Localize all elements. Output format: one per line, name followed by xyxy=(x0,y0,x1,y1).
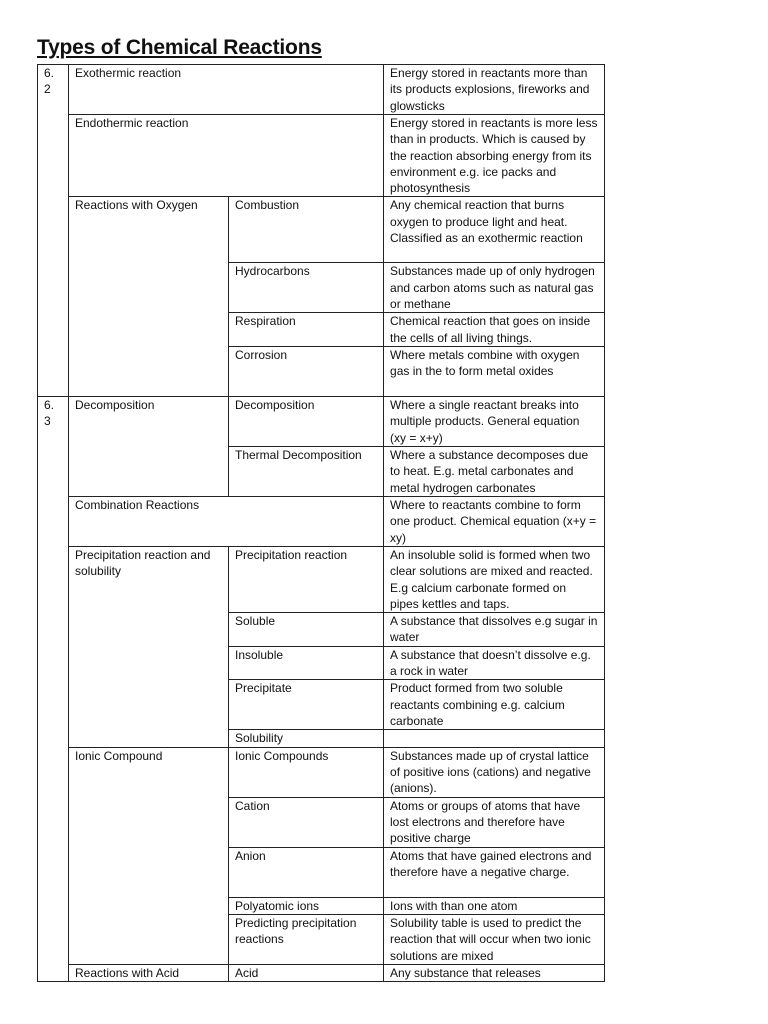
reaction-category: Reactions with Oxygen xyxy=(69,197,229,397)
reaction-category: Decomposition xyxy=(69,397,229,497)
table-row xyxy=(38,397,605,447)
reaction-description: Any chemical reaction that burns oxygen to produce light and heat. Classified as an exothermic reaction xyxy=(384,197,605,263)
reaction-term: Cation xyxy=(229,797,384,847)
reaction-description: A substance that doesn’t dissolve e.g. a rock in water xyxy=(384,646,605,680)
reaction-term: Combustion xyxy=(229,197,384,263)
reaction-term: Decomposition xyxy=(229,397,384,447)
reactions-table xyxy=(37,64,605,982)
reaction-description: Any substance that releases xyxy=(384,964,605,981)
reaction-description: Energy stored in reactants more than its products explosions, fireworks and glowsticks xyxy=(384,65,605,115)
table-row xyxy=(38,197,605,263)
reaction-term: Thermal Decomposition xyxy=(229,446,384,496)
table-row xyxy=(38,747,605,797)
reaction-type: Exothermic reaction xyxy=(69,65,384,115)
reaction-description: Product formed from two soluble reactants combining e.g. calcium carbonate xyxy=(384,680,605,730)
reaction-term: Insoluble xyxy=(229,646,384,680)
reaction-description: Energy stored in reactants is more less than in products. Which is caused by the reaction absorbing energy from its environment e.g. ice packs and photosynthesis xyxy=(384,115,605,197)
table-row xyxy=(38,496,605,546)
reaction-description: A substance that dissolves e.g sugar in water xyxy=(384,613,605,647)
reaction-description: Ions with than one atom xyxy=(384,897,605,914)
reaction-term: Solubility xyxy=(229,730,384,747)
reaction-description: Atoms or groups of atoms that have lost electrons and therefore have positive charge xyxy=(384,797,605,847)
reaction-term: Precipitate xyxy=(229,680,384,730)
reaction-term: Soluble xyxy=(229,613,384,647)
reaction-description: Atoms that have gained electrons and therefore have a negative charge. xyxy=(384,847,605,897)
reaction-term: Polyatomic ions xyxy=(229,897,384,914)
reaction-description: Where a single reactant breaks into multiple products. General equation (xy = x+y) xyxy=(384,397,605,447)
reaction-description: An insoluble solid is formed when two clear solutions are mixed and reacted. E.g calcium carbonate formed on pipes kettles and taps. xyxy=(384,546,605,612)
reaction-description xyxy=(384,730,605,747)
reaction-term: Ionic Compounds xyxy=(229,747,384,797)
table-row xyxy=(38,964,605,981)
reaction-description: Where to reactants combine to form one product. Chemical equation (x+y = xy) xyxy=(384,496,605,546)
reaction-type: Endothermic reaction xyxy=(69,115,384,197)
page-title: Types of Chemical Reactions xyxy=(37,36,322,59)
table-row xyxy=(38,65,605,115)
section-number: 6. 3 xyxy=(38,397,69,982)
reaction-category: Reactions with Acid xyxy=(69,964,229,981)
reaction-type: Combination Reactions xyxy=(69,496,384,546)
table-row xyxy=(38,546,605,612)
reaction-description: Substances made up of crystal lattice of positive ions (cations) and negative (anions). xyxy=(384,747,605,797)
reaction-term: Predicting precipitation reactions xyxy=(229,914,384,964)
reaction-term: Anion xyxy=(229,847,384,897)
reaction-term: Respiration xyxy=(229,313,384,347)
reaction-term: Hydrocarbons xyxy=(229,263,384,313)
reaction-category: Ionic Compound xyxy=(69,747,229,964)
reaction-description: Solubility table is used to predict the reaction that will occur when two ionic solutions are mixed xyxy=(384,914,605,964)
reaction-term: Corrosion xyxy=(229,347,384,397)
reaction-category: Precipitation reaction and solubility xyxy=(69,546,229,747)
reaction-term: Precipitation reaction xyxy=(229,546,384,612)
reaction-description: Chemical reaction that goes on inside the cells of all living things. xyxy=(384,313,605,347)
reaction-description: Substances made up of only hydrogen and carbon atoms such as natural gas or methane xyxy=(384,263,605,313)
table-row xyxy=(38,115,605,197)
reaction-description: Where metals combine with oxygen gas in the to form metal oxides xyxy=(384,347,605,397)
section-number: 6. 2 xyxy=(38,65,69,397)
reaction-term: Acid xyxy=(229,964,384,981)
reaction-description: Where a substance decomposes due to heat. E.g. metal carbonates and metal hydrogen carbonates xyxy=(384,446,605,496)
